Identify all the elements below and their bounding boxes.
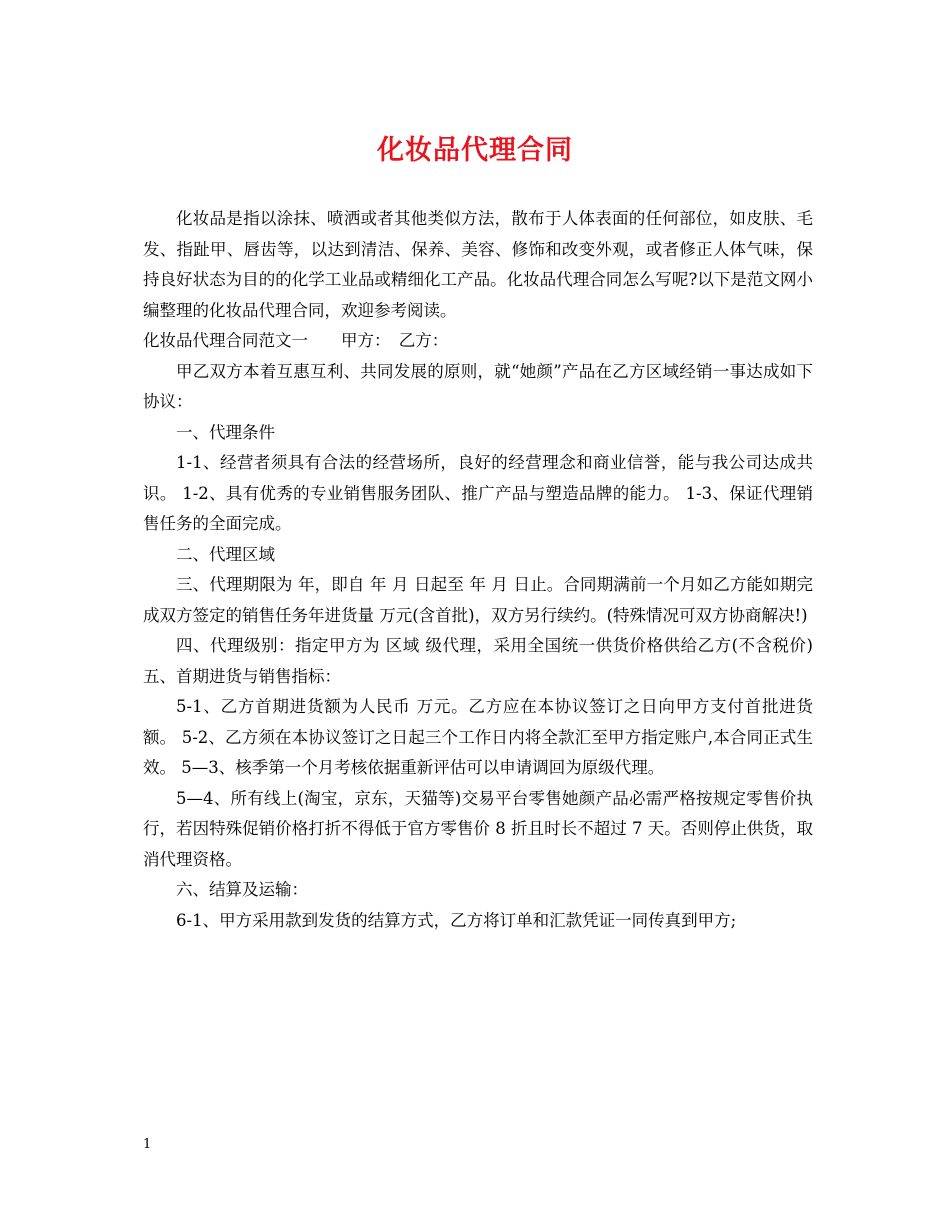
section-heading-1: 一、代理条件 [176,422,275,442]
agreement-paragraph: 甲乙双方本着互惠互利、共同发展的原则，就“她颜”产品在乙方区域经销一事达成如下协议： [143,361,813,411]
clause-1: 1-1、经营者须具有合法的经营场所，良好的经营理念和商业信誉，能与我公司达成共识。 1-2、具有优秀的专业销售服务团队、推广产品与塑造品牌的能力。 1-3、保证代理销售任务的全面完成。 [143,453,813,533]
clause-5: 5-1、乙方首期进货额为人民币 万元。乙方应在本协议签订之日向甲方支付首批进货额。 5-2、乙方须在本协议签订之日起三个工作日内将全款汇至甲方指定账户,本合同正式生效。 5—3、核季第一个月考核依据重新评估可以申请调回为原级代理。 [143,697,813,777]
document-body [143,204,813,936]
contract-heading-line: 化妆品代理合同范文一 甲方： 乙方： [143,331,449,350]
clause-5-4: 5—4、所有线上(淘宝，京东，天猫等)交易平台零售她颜产品必需严格按规定零售价执行，若因特殊促销价格打折不得低于官方零售价 8 折且时长不超过 7 天。否则停止供货，取消代理资格。 [143,788,813,869]
document-title: 化妆品代理合同 [377,135,573,166]
section-heading-6: 六、结算及运输： [176,880,308,899]
clause-6-1: 6-1、甲方采用款到发货的结算方式，乙方将订单和汇款凭证一同传真到甲方; [176,910,737,930]
page-number: 1 [143,1137,152,1152]
intro-paragraph: 化妆品是指以涂抹、喷洒或者其他类似方法，散布于人体表面的任何部位，如皮肤、毛发、指趾甲、唇齿等，以达到清洁、保养、美容、修饰和改变外观，或者修正人体气味，保持良好状态为目的的化学工业品或精细化工产品。化妆品代理合同怎么写呢?以下是范文网小编整理的化妆品代理合同，欢迎参考阅读。 [143,209,813,320]
clause-4: 四、代理级别：指定甲方为 区域 级代理，采用全国统一供货价格供给乙方(不含税价) 五、首期进货与销售指标： [143,636,813,686]
clause-3: 三、代理期限为 年，即自 年 月 日起至 年 月 日止。合同期满前一个月如乙方能如期完成双方签定的销售任务年进货量 万元(含首批)，双方另行续约。(特殊情况可双方协商解决!) [143,575,813,625]
section-heading-2: 二、代理区域 [176,544,275,564]
